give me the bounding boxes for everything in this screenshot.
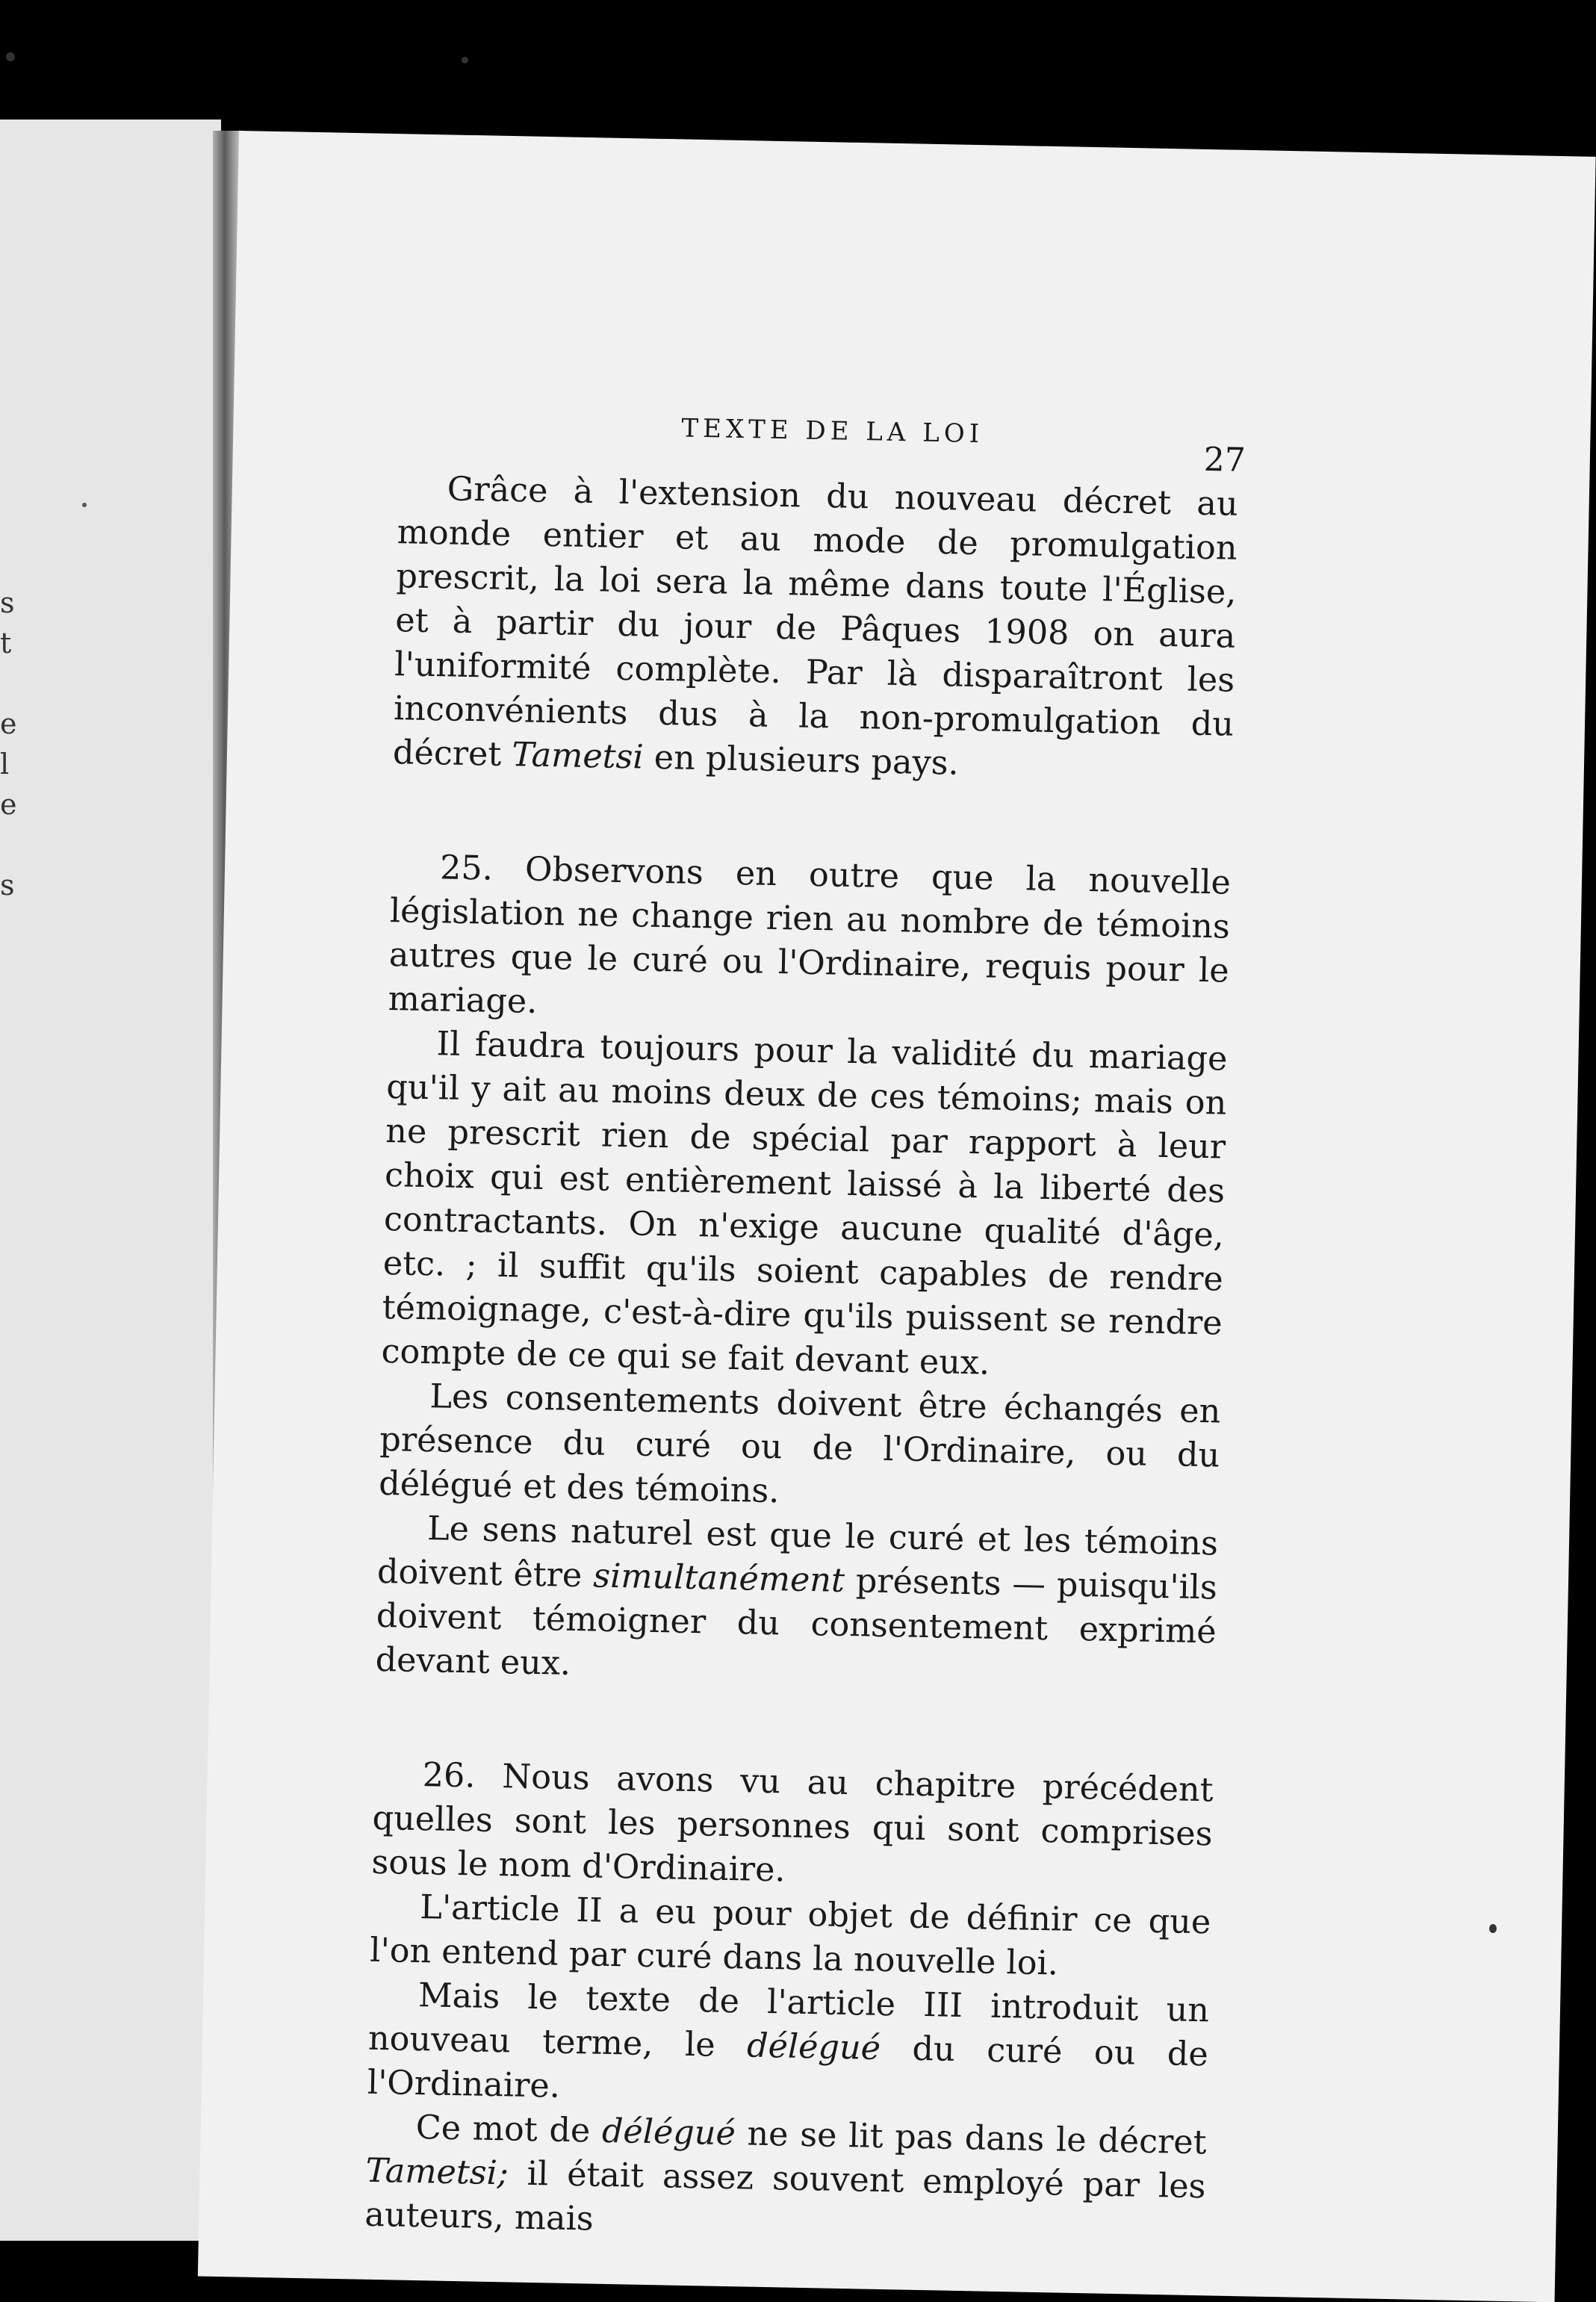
italic-text: Tametsi; (365, 2151, 509, 2193)
facing-page-letter (0, 663, 15, 704)
paragraph (388, 845, 1231, 1037)
paragraph (367, 1973, 1209, 2121)
text-run: 26. Nous avons vu au chapitre précédent quelles sont les personnes qui sont comprises sous le nom d'Ordinaire. (371, 1756, 1214, 1890)
dust-speck (1489, 1924, 1497, 1933)
italic-text: simultanément (592, 1557, 845, 1600)
facing-page-letter: t (0, 627, 12, 660)
text-run: Mais le texte de l'article III introduit un nouveau terme, le (367, 1976, 1210, 2065)
body-text (364, 466, 1238, 2253)
paragraph (392, 466, 1238, 791)
paragraph (371, 1752, 1214, 1901)
facing-page-letter: s (0, 869, 15, 902)
facing-page-letter: e (0, 788, 17, 821)
text-run: présents — puisqu'ils doivent témoigner du consentement exprimé devant eux. (375, 1561, 1218, 1683)
text-run: Les consentements doivent être échangés en présence du curé ou de l'Ordinaire, ou du délégué et des témoins. (378, 1377, 1221, 1511)
running-title: TEXTE DE LA LOI (681, 413, 984, 450)
text-run: il était assez souvent employé par les auteurs, mais (364, 2154, 1206, 2239)
text-run: L'article II a eu pour objet de définir ce que l'on entend par curé dans la nouvelle loi. (369, 1888, 1211, 1983)
facing-page-letter: e (0, 707, 17, 740)
text-run: Il faudra toujours pour la validité du mariage qu'il y ait au moins deux de ces témoins; mais on ne prescrit rien de spécial par rapport à leur choix qui est entièrement laissé à la liberté des contractants. On n'exige aucune qualité d'âge, etc. ; il suffit qu'ils soient capables de rendre témoignage, c'est-à-dire qu'ils puissent se rendre compte de ce qui se fait devant eux. (381, 1025, 1228, 1383)
paragraph (375, 1506, 1218, 1698)
paragraph (381, 1021, 1228, 1390)
page-number: 27 (1203, 440, 1246, 480)
facing-page-letter: s (0, 586, 15, 619)
text-run: Ce mot de (415, 2109, 603, 2150)
facing-page (0, 120, 221, 2241)
text-run: Le sens naturel est que le curé et les témoins doivent être (376, 1510, 1219, 1595)
paragraph (364, 2105, 1207, 2253)
text-run: en plusieurs pays. (643, 738, 960, 783)
text-run: Grâce à l'extension du nouveau décret au monde entier et au mode de promulgation prescrit, la loi sera la même dans toute l'Église, et à partir du jour de Pâques 1908 on aura l'uniformité complète. Par là disparaîtront les inconvénients dus à la non-promulgation du décret (392, 470, 1239, 775)
book-page (198, 131, 1596, 2302)
text-run: 25. Observons en outre que la nouvelle législation ne change rien au nombre de témoins autres que le curé ou l'Ordinaire, requis pour le mariage. (388, 848, 1232, 1021)
dust-speck (462, 57, 468, 63)
text-run: ne se lit pas dans le décret (735, 2115, 1208, 2162)
text-run: du curé ou de l'Ordinaire. (367, 2029, 1209, 2106)
dust-speck (6, 52, 15, 61)
italic-text: Tametsi (511, 736, 645, 777)
italic-text: délégué (601, 2112, 736, 2153)
italic-text: délégué (746, 2026, 881, 2067)
dust-speck (82, 503, 87, 507)
facing-page-letter: l (0, 748, 10, 781)
facing-page-edge-text (0, 583, 15, 905)
paragraph (379, 1374, 1221, 1522)
paragraph (370, 1884, 1211, 1989)
facing-page-letter (0, 825, 15, 865)
